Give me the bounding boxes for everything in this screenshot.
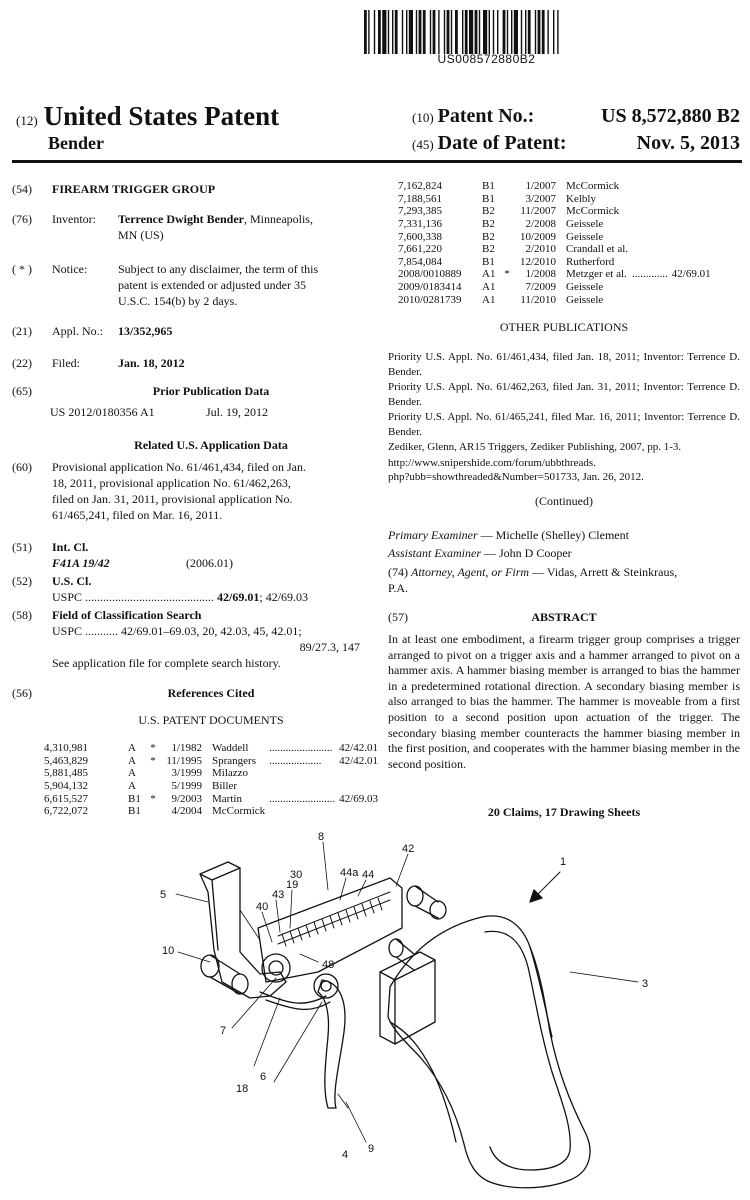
field-code: (76) — [12, 212, 32, 226]
ref-date: 2/2010 — [525, 243, 556, 256]
ref-date: 11/2010 — [520, 293, 556, 306]
ref-leader-dots: ................... — [269, 754, 322, 767]
ref-name: Crandall et al. — [566, 243, 629, 256]
pin-left — [201, 955, 248, 994]
ref-star — [500, 294, 514, 307]
field-code: (52) — [12, 574, 32, 588]
ref-date: 9/2003 — [171, 792, 202, 805]
country-code: (12) — [16, 113, 38, 128]
application-number: 13/352,965 — [118, 324, 173, 338]
uspc-prefix: USPC — [52, 624, 83, 638]
ref-date: 5/1999 — [171, 779, 202, 792]
patent-header-title — [16, 100, 279, 134]
ref-number: 7,331,136 — [398, 217, 442, 230]
barcode-bar — [374, 10, 375, 54]
reference-row — [398, 218, 711, 231]
ref-date: 12/2010 — [519, 255, 556, 268]
field-code: (56) — [12, 686, 32, 700]
ref-kind: B1 — [128, 792, 141, 805]
ref-class — [668, 180, 711, 193]
label-4: 4 — [342, 1149, 349, 1161]
ref-name: Milazzo — [212, 767, 249, 780]
barcode-bar — [521, 10, 522, 54]
document-number: US008572880B2 — [437, 52, 536, 66]
field-code: (74) — [388, 565, 408, 579]
label-18: 18 — [236, 1083, 249, 1095]
other-publications-list — [388, 350, 740, 485]
barcode-bar — [392, 10, 393, 54]
attorney-field — [388, 565, 740, 580]
ref-name: Geissele — [566, 230, 604, 243]
abstract-text: In at least one embodiment, a firearm trigger group comprises a trigger arranged to pivot on a trigger axis and a hammer arranged to pivot on a hammer axis. A hammer biasing member is arranged to bias the hammer in a predetermined rotational direction. A secondary biasing member is also arranged to bias the hammer. The hammer is moveable from a first position to a second position upon actuation of the trigger. The secondary biasing member counteracts the hammer biasing member in the first position, and cooperates with the hammer biasing member in the second position. — [388, 632, 740, 771]
barcode-bar — [538, 10, 541, 54]
barcode-bar — [364, 10, 367, 54]
ref-class: 42/69.03 — [339, 792, 378, 805]
ref-kind: B2 — [482, 230, 495, 243]
ref-star — [500, 205, 514, 218]
ref-class — [668, 256, 711, 269]
field-code: (51) — [12, 540, 32, 554]
ref-kind: B2 — [482, 205, 495, 218]
ref-leader-dots: ....................... — [269, 742, 333, 754]
ref-kind: A — [128, 742, 136, 754]
ref-class — [335, 767, 378, 780]
label-44: 44 — [362, 869, 375, 881]
ref-number: 5,904,132 — [44, 779, 88, 792]
invention-title: FIREARM TRIGGER GROUP — [52, 182, 216, 196]
field-code: ( * ) — [12, 262, 32, 276]
grip-outline — [388, 916, 590, 1188]
reference-row — [44, 767, 378, 780]
barcode-bar — [368, 10, 369, 54]
grip-inner-panel — [485, 931, 570, 1170]
barcode-bar — [469, 10, 473, 54]
label-43: 43 — [272, 889, 285, 901]
ref-class — [668, 193, 711, 206]
ref-kind: A1 — [482, 281, 496, 294]
assistant-examiner-name: — John D Cooper — [481, 546, 572, 560]
ref-name: Metzger et al. — [566, 268, 627, 281]
int-cl-class: F41A 19/42 — [52, 556, 110, 570]
ref-kind: B2 — [482, 243, 495, 256]
reference-row — [398, 281, 711, 294]
us-cl-field — [0, 574, 370, 604]
claims-count: 20 Claims, 17 Drawing Sheets — [487, 805, 641, 819]
ref-leader-dots — [265, 805, 335, 818]
ref-star — [146, 805, 160, 818]
abstract-heading: ABSTRACT — [531, 610, 597, 624]
date-label: Date of Patent: — [437, 132, 567, 154]
attorney-name: — Vidas, Arrett & Steinkraus, — [529, 565, 678, 579]
provisional-line: 18, 2011, provisional application No. 61/462,263, — [52, 476, 291, 490]
barcode-bar — [535, 10, 536, 54]
publication-item: http://www.snipershide.com/forum/ubbthreads. — [388, 456, 596, 469]
int-cl-field — [0, 540, 370, 570]
ref-number: 7,162,824 — [398, 180, 442, 192]
ref-name: McCormick — [212, 805, 266, 818]
barcode-bar — [388, 10, 389, 54]
publication-item: Priority U.S. Appl. No. 61/465,241, filed Mar. 16, 2011; Inventor: Terrence D. Bender. — [388, 411, 740, 438]
ref-star — [500, 256, 514, 269]
ref-star: * — [150, 742, 156, 754]
date-of-patent-row — [412, 131, 740, 156]
notice-line: patent is extended or adjusted under 35 — [118, 278, 306, 292]
ref-kind: A — [128, 767, 136, 780]
ref-number: 7,854,084 — [398, 255, 442, 268]
field-label: Appl. No.: — [52, 324, 103, 338]
reference-row — [44, 805, 378, 818]
barcode-bar — [553, 10, 554, 54]
barcode-bar — [542, 10, 545, 54]
barcode-bar — [444, 10, 445, 54]
field-label: U.S. Cl. — [52, 574, 92, 588]
ref-number: 4,310,981 — [44, 742, 88, 754]
ref-number: 2009/0183414 — [398, 281, 462, 294]
barcode-bar — [525, 10, 526, 54]
field-code: (54) — [12, 182, 32, 196]
ref-star — [500, 180, 514, 193]
barcode-bar — [419, 10, 422, 54]
patent-no-code: (10) — [412, 110, 434, 125]
us-patent-documents-heading: U.S. PATENT DOCUMENTS — [138, 713, 284, 727]
barcode-bar — [409, 10, 413, 54]
search-classes: ........... 42/69.01–69.03, 20, 42.03, 45, 42.01; — [85, 624, 302, 638]
ref-name: Geissele — [566, 293, 604, 306]
barcode — [364, 10, 609, 54]
ref-date: 7/2009 — [525, 281, 556, 294]
barcode-bar — [475, 10, 478, 54]
ref-leader-dots — [628, 256, 668, 269]
label-3: 3 — [642, 978, 649, 990]
ref-number: 6,722,072 — [44, 805, 88, 818]
ref-date: 1/2007 — [525, 180, 556, 192]
barcode-bar — [378, 10, 381, 54]
inventor-field — [0, 212, 370, 242]
ref-date: 11/1995 — [166, 754, 202, 767]
ref-star — [146, 767, 160, 780]
ref-name: Geissele — [566, 281, 604, 294]
reference-row — [398, 205, 711, 218]
barcode-bar — [382, 10, 386, 54]
barcode-bar — [455, 10, 458, 54]
label-19: 19 — [286, 879, 299, 891]
ref-class — [668, 294, 711, 307]
barcode-bar — [402, 10, 403, 54]
label-10: 10 — [162, 945, 175, 957]
label-8: 8 — [318, 832, 325, 843]
ref-date: 1/2008 — [525, 268, 556, 281]
prior-publication-number: US 2012/0180356 A1 — [50, 405, 155, 419]
ref-kind: B1 — [482, 180, 495, 192]
label-1: 1 — [560, 856, 567, 868]
ref-star — [500, 281, 514, 294]
ref-leader-dots — [265, 767, 335, 780]
reference-row — [398, 193, 711, 206]
assistant-examiner — [388, 546, 740, 561]
other-publications-heading: OTHER PUBLICATIONS — [499, 320, 629, 334]
ref-date: 3/2007 — [525, 192, 556, 205]
ref-number: 5,881,485 — [44, 767, 88, 780]
field-label: Field of Classification Search — [52, 608, 202, 622]
ref-kind: A — [128, 754, 136, 767]
hammer — [200, 862, 286, 998]
filed-date: Jan. 18, 2012 — [118, 356, 185, 370]
barcode-bar — [511, 10, 512, 54]
reference-row — [398, 294, 711, 307]
reference-row — [398, 231, 711, 244]
notice-field — [0, 262, 370, 308]
barcode-bar — [451, 10, 452, 54]
provisional-line: 61/465,241, filed on Mar. 16, 2011. — [52, 508, 223, 522]
trigger — [318, 980, 345, 1108]
ref-star: * — [504, 268, 510, 281]
barcode-bar — [507, 10, 508, 54]
field-label: Filed: — [52, 356, 81, 370]
barcode-bar — [503, 10, 506, 54]
ref-name: McCormick — [566, 205, 620, 218]
barcode-bar — [547, 10, 548, 54]
field-label: Notice: — [52, 262, 88, 276]
label-40: 40 — [256, 901, 269, 913]
ref-star — [500, 231, 514, 244]
ref-number: 2010/0281739 — [398, 293, 462, 306]
label-7: 7 — [220, 1025, 227, 1037]
title-text: United States Patent — [43, 101, 280, 131]
barcode-bar — [514, 10, 518, 54]
ref-leader-dots — [628, 180, 668, 193]
int-cl-year: (2006.01) — [186, 556, 233, 570]
reference-row — [398, 256, 711, 269]
label-48: 48 — [322, 959, 335, 971]
ref-class — [335, 780, 378, 793]
publication-item: Zediker, Glenn, AR15 Triggers, Zediker Publishing, 2007, pp. 1-3. — [388, 441, 682, 454]
search-classes-2: 89/27.3, 147 — [299, 640, 360, 654]
provisional-line: Provisional application No. 61/461,434, filed on Jan. — [52, 460, 306, 474]
barcode-bar — [489, 10, 490, 54]
uspc-prefix: USPC — [52, 590, 83, 604]
field-code: (60) — [12, 460, 32, 474]
date-value: Nov. 5, 2013 — [636, 132, 740, 154]
barcode-bar — [438, 10, 439, 54]
field-label: Inventor: — [52, 212, 96, 226]
publication-item: Priority U.S. Appl. No. 61/461,434, filed Jan. 18, 2011; Inventor: Terrence D. Bender. — [388, 351, 740, 378]
search-history-note: See application file for complete search history. — [52, 656, 281, 670]
ref-name: Waddell — [212, 742, 249, 754]
ref-number: 5,463,829 — [44, 754, 88, 767]
ref-kind: A — [128, 779, 136, 792]
classification-search-field — [0, 608, 370, 668]
ref-leader-dots — [628, 281, 668, 294]
barcode-bar — [416, 10, 417, 54]
ref-name: Martin — [212, 792, 242, 805]
barcode-bar — [483, 10, 487, 54]
ref-date: 11/2007 — [520, 205, 556, 218]
ref-date: 4/2004 — [171, 805, 202, 818]
reference-row — [44, 742, 378, 755]
reference-row — [398, 180, 711, 193]
provisional-field — [0, 460, 370, 524]
uspc-main-class: 42/69.01 — [217, 590, 260, 604]
primary-examiner-name: — Michelle (Shelley) Clement — [477, 528, 629, 542]
continued-note: (Continued) — [535, 494, 593, 508]
ref-class — [668, 205, 711, 218]
reference-row — [44, 755, 378, 768]
ref-leader-dots: ........................ — [269, 792, 336, 805]
ref-leader-dots — [628, 294, 668, 307]
attorney-name-2: P.A. — [388, 581, 409, 595]
publication-item: php?ubb=showthreaded&Number=501733, Jan. 26, 2012. — [388, 471, 644, 484]
ref-name: Sprangers — [212, 754, 256, 767]
ref-name: Rutherford — [566, 255, 615, 268]
ref-number: 6,615,527 — [44, 792, 88, 805]
trigger-group-drawing — [90, 832, 650, 1194]
ref-star — [500, 218, 514, 231]
field-code: (22) — [12, 356, 32, 370]
notice-line: Subject to any disclaimer, the term of this — [118, 262, 319, 276]
ref-kind: B1 — [128, 805, 141, 818]
section-heading: References Cited — [167, 686, 255, 700]
primary-examiner — [388, 528, 740, 543]
ref-leader-dots — [265, 780, 335, 793]
ref-class — [668, 281, 711, 294]
reference-row — [44, 780, 378, 793]
ref-class: 42/42.01 — [339, 754, 378, 767]
label-5: 5 — [160, 889, 167, 901]
ref-name: Kelbly — [566, 192, 596, 205]
uspc-other-class: ; 42/69.03 — [259, 590, 309, 604]
ref-date: 3/1999 — [171, 767, 202, 780]
abstract-heading-row — [388, 610, 740, 625]
references-table-right — [398, 180, 711, 306]
ref-leader-dots — [628, 205, 668, 218]
reference-row — [44, 793, 378, 806]
hammer-face — [200, 868, 240, 950]
barcode-bar — [406, 10, 407, 54]
field-label: Int. Cl. — [52, 540, 89, 554]
ref-kind: A1 — [482, 293, 496, 306]
provisional-line: filed on Jan. 31, 2011, provisional application No. — [52, 492, 293, 506]
ref-number: 7,661,220 — [398, 243, 442, 256]
ref-kind: B1 — [482, 255, 495, 268]
field-code: (65) — [12, 384, 32, 398]
barcode-bar — [465, 10, 468, 54]
primary-examiner-label: Primary Examiner — [388, 528, 478, 542]
barcode-bar — [528, 10, 531, 54]
ref-leader-dots — [628, 193, 668, 206]
inventor-location-2: MN (US) — [118, 228, 164, 242]
field-code: (58) — [12, 608, 32, 622]
date-code: (45) — [412, 137, 434, 152]
ref-class — [668, 218, 711, 231]
ref-class: 42/69.01 — [671, 268, 711, 281]
patent-no-label: Patent No.: — [437, 105, 535, 127]
barcode-bar — [395, 10, 398, 54]
ref-class — [668, 243, 711, 256]
barcode-bar — [462, 10, 463, 54]
header-divider — [12, 160, 742, 163]
barcode-bar — [557, 10, 558, 54]
assistant-examiner-label: Assistant Examiner — [388, 546, 481, 560]
patent-number-row — [412, 104, 740, 129]
ref-leader-dots: ............. — [632, 268, 668, 281]
barcode-bar — [497, 10, 498, 54]
pin-upper-right — [407, 886, 446, 919]
ref-date: 1/1982 — [171, 742, 202, 754]
label-9: 9 — [368, 1143, 375, 1155]
notice-line: U.S.C. 154(b) by 2 days. — [118, 294, 238, 308]
barcode-bar — [493, 10, 494, 54]
label-30: 30 — [290, 869, 303, 881]
grip-front-strap — [390, 1022, 456, 1142]
ref-number: 2008/0010889 — [398, 268, 462, 281]
ref-star — [500, 193, 514, 206]
ref-class: 42/42.01 — [339, 742, 378, 754]
inventor-name: Terrence Dwight Bender — [118, 212, 244, 226]
references-table-left — [44, 742, 378, 818]
inventor-location: , Minneapolis, — [243, 212, 313, 226]
reference-row — [398, 243, 711, 256]
ref-star: * — [150, 754, 156, 767]
ref-class — [668, 231, 711, 244]
ref-star: * — [150, 792, 156, 805]
ref-leader-dots — [628, 231, 668, 244]
spring-44 — [278, 892, 390, 946]
publication-item: Priority U.S. Appl. No. 61/462,263, filed Jan. 31, 2011; Inventor: Terrence D. Bender. — [388, 381, 740, 408]
ref-name: McCormick — [566, 180, 620, 192]
patent-no-value: US 8,572,880 B2 — [601, 105, 740, 127]
field-code: (21) — [12, 324, 32, 338]
ref-kind: A1 — [482, 268, 496, 281]
ref-name: Biller — [212, 779, 238, 792]
section-heading: Related U.S. Application Data — [134, 438, 288, 452]
barcode-bar — [430, 10, 431, 54]
label-42: 42 — [402, 843, 415, 855]
ref-number: 7,188,561 — [398, 192, 442, 205]
ref-kind: B1 — [482, 192, 495, 205]
ref-class — [335, 805, 378, 818]
label-6: 6 — [260, 1071, 267, 1083]
ref-name: Geissele — [566, 217, 604, 230]
ref-date: 10/2009 — [519, 230, 556, 243]
inventor-surname: Bender — [48, 133, 104, 153]
ref-kind: B2 — [482, 217, 495, 230]
barcode-bar — [433, 10, 436, 54]
ref-number: 7,293,385 — [398, 205, 442, 218]
ref-star — [146, 780, 160, 793]
ref-leader-dots — [628, 243, 668, 256]
attorney-label: Attorney, Agent, or Firm — [411, 565, 530, 579]
barcode-bar — [447, 10, 450, 54]
ref-date: 2/2008 — [525, 217, 556, 230]
ref-star — [500, 243, 514, 256]
barcode-bar — [423, 10, 426, 54]
label-44a: 44a — [340, 867, 359, 879]
ref-number: 7,600,338 — [398, 230, 442, 243]
section-heading: Prior Publication Data — [152, 384, 270, 398]
prior-publication-date: Jul. 19, 2012 — [206, 405, 269, 419]
reference-row — [398, 268, 711, 281]
leader-dots: ........................................... — [85, 590, 215, 604]
barcode-bar — [479, 10, 480, 54]
ref-leader-dots — [628, 218, 668, 231]
field-code: (57) — [388, 610, 408, 624]
frame-block-edge — [380, 960, 435, 1044]
